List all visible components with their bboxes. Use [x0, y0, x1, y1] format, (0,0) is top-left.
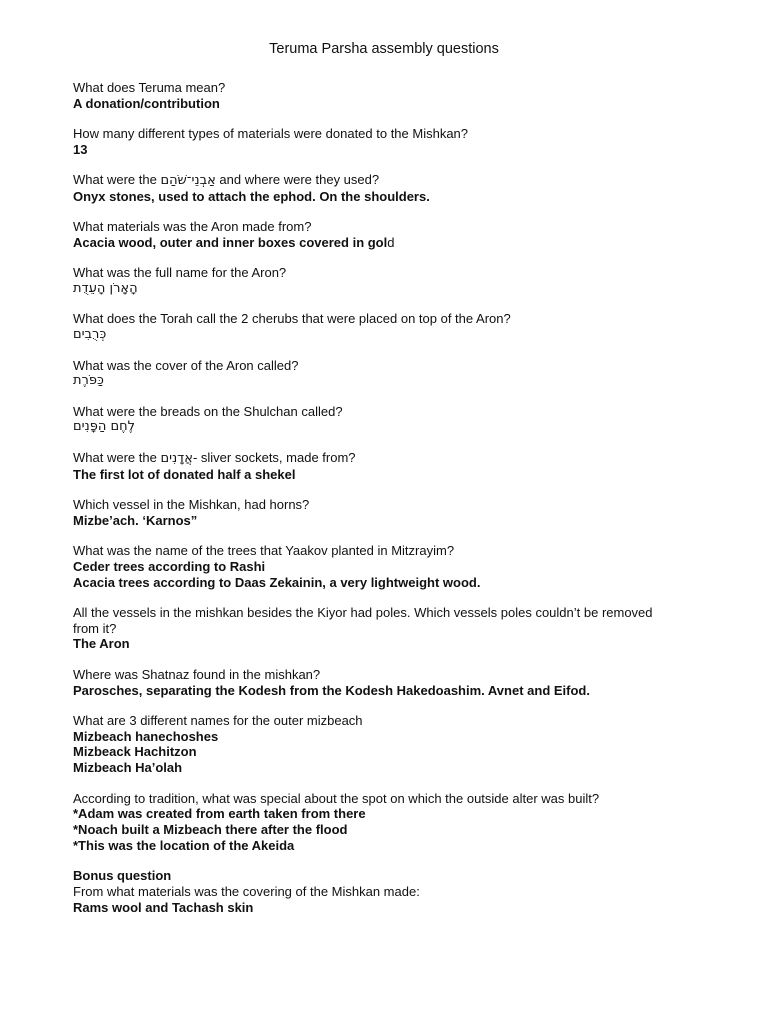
question-text-post: and where were they used? [215, 172, 380, 188]
answer-line: *Adam was created from earth taken from there [73, 806, 366, 822]
qa-item-7 [73, 358, 693, 390]
answer-text: Rams wool and Tachash skin [73, 899, 254, 915]
qa-item-4 [73, 219, 693, 251]
question-text: According to tradition, what was special about the spot on which the outside alter was built? [73, 790, 600, 806]
answer-line: Mizbeach Ha’olah [73, 760, 183, 776]
question-text-pre: What were the [73, 172, 161, 188]
question-text: What was the name of the trees that Yaakov planted in Mitzrayim? [73, 542, 455, 558]
question-text: What does the Torah call the 2 cherubs that were placed on top of the Aron? [73, 311, 511, 327]
answer-text: The first lot of donated half a shekel [73, 466, 296, 482]
answer-text: 13 [73, 141, 88, 157]
answer-hebrew: לֶחֶם הַפָּנִים [73, 419, 135, 435]
question-text [73, 172, 693, 189]
answer-text: The Aron [73, 636, 130, 652]
qa-item-6 [73, 311, 693, 343]
document-title: Teruma Parsha assembly questions [269, 41, 499, 57]
qa-item-1 [73, 80, 693, 112]
answer-line: *Noach built a Mizbeach there after the flood [73, 822, 348, 838]
qa-item-11 [73, 543, 693, 590]
question-text: What materials was the Aron made from? [73, 219, 312, 235]
answer-text: A donation/contribution [73, 95, 220, 111]
answer-line: Ceder trees according to Rashi [73, 558, 266, 574]
question-text: From what materials was the covering of the Mishkan made: [73, 883, 420, 899]
question-text: What does Teruma mean? [73, 80, 226, 95]
qa-list [73, 80, 693, 930]
qa-item-10 [73, 497, 693, 529]
qa-item-12 [73, 605, 693, 652]
answer-text-tail: d [387, 235, 395, 251]
bonus-heading: Bonus question [73, 868, 172, 884]
answer-line: Mizbeach hanechoshes [73, 728, 219, 744]
question-text-post: - sliver sockets, made from? [192, 449, 356, 465]
answer-text: Parosches, separating the Kodesh from the Kodesh Hakedoashim. Avnet and Eifod. [73, 682, 590, 698]
question-text: What are 3 different names for the outer mizbeach [73, 712, 363, 728]
answer-line: Acacia trees according to Daas Zekainin, a very lightweight wood. [73, 574, 481, 590]
question-text: What was the full name for the Aron? [73, 265, 287, 281]
qa-item-14 [73, 713, 693, 776]
hebrew-term: אַבְנֵי־שֹׁהַם [160, 173, 216, 189]
answer-hebrew: כַּפֹּרֶת [73, 373, 104, 389]
answer-text [73, 235, 693, 251]
answer-text: Onyx stones, used to attach the ephod. On the shoulders. [73, 188, 430, 204]
answer-line: Mizbeack Hachitzon [73, 744, 197, 760]
answer-text-main: Acacia wood, outer and inner boxes covered in gol [73, 235, 388, 251]
hebrew-term: אֲדָנִים [160, 450, 193, 466]
question-text [73, 450, 693, 467]
question-text: All the vessels in the mishkan besides the Kiyor had poles. Which vessels poles couldn’t be removed from it? [73, 604, 653, 636]
question-text: Which vessel in the Mishkan, had horns? [73, 496, 310, 512]
qa-item-2 [73, 126, 693, 158]
qa-item-13 [73, 667, 693, 699]
question-text: Where was Shatnaz found in the mishkan? [73, 666, 321, 682]
qa-item-9 [73, 450, 693, 483]
question-text-pre: What were the [73, 449, 161, 465]
qa-item-5 [73, 265, 693, 297]
question-text: What were the breads on the Shulchan called? [73, 403, 343, 419]
answer-line: *This was the location of the Akeida [73, 837, 295, 853]
answer-hebrew: הָאָרֹן הָעֵדֻת [73, 281, 138, 297]
qa-item-3 [73, 172, 693, 205]
qa-item-8 [73, 404, 693, 436]
answer-hebrew: כְּרֻבִים [73, 327, 107, 343]
answer-text: Mizbe’ach. ‘Karnos” [73, 512, 198, 528]
bonus-item [73, 868, 693, 915]
question-text: How many different types of materials were donated to the Mishkan? [73, 126, 469, 142]
qa-item-15 [73, 791, 693, 854]
question-text: What was the cover of the Aron called? [73, 357, 299, 373]
